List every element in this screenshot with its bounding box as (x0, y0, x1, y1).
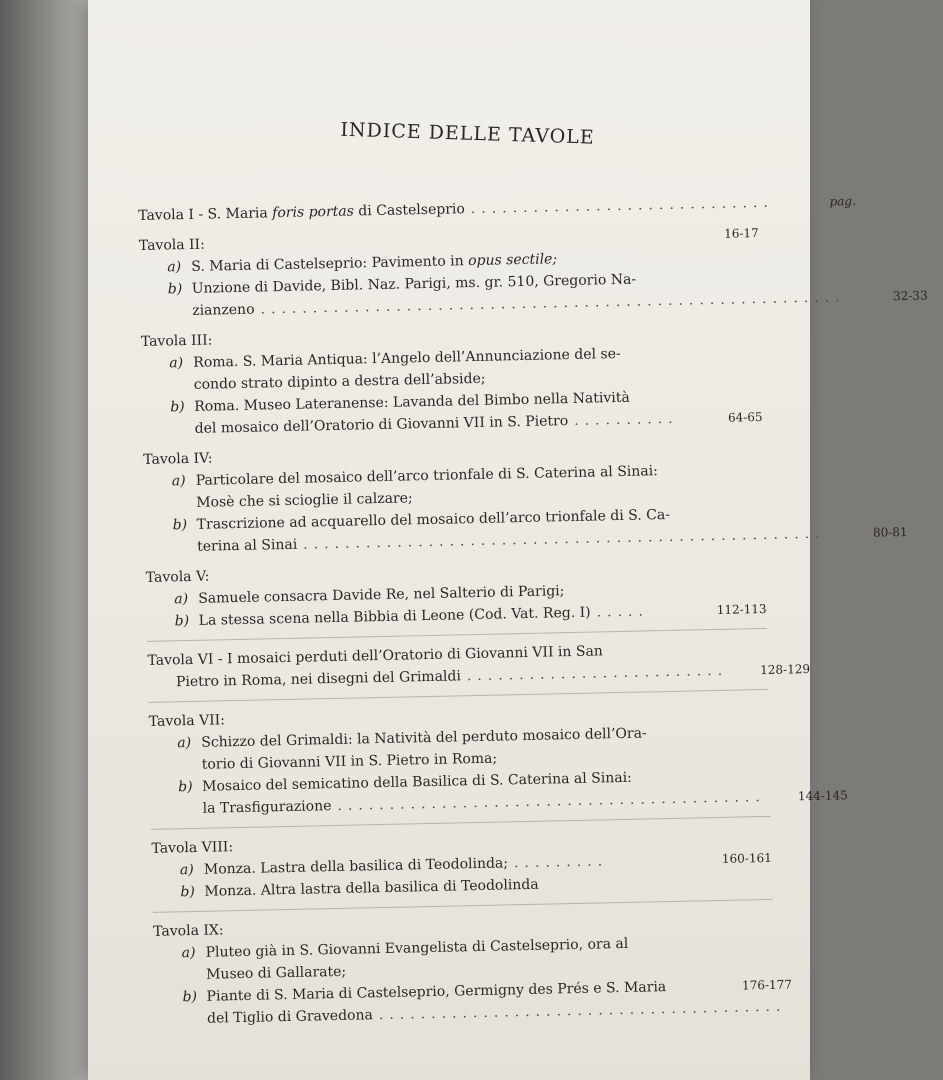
page-range: 144-145 (797, 788, 848, 804)
item-text: La stessa scena nella Bibbia di Leone (Cod. Vat. Reg. I) ..... 112-113 (198, 598, 766, 632)
entry-tavola-ix (153, 908, 793, 1031)
entry-label: Tavola III: (140, 332, 213, 350)
leader-dots: ......................... (466, 662, 729, 685)
entry-tavola-iii (141, 318, 763, 441)
item-text: Particolare del mosaico dell’arco trionfale di S. Caterina al Sinai: Mosè che si scioglie il calzare; (195, 463, 659, 511)
page-title: INDICE DELLE TAVOLE (340, 118, 596, 149)
item-marker: b) (172, 517, 188, 534)
leader-dots: .................................................. (303, 525, 826, 553)
entry-tavola-i (138, 192, 856, 227)
item-text: Pluteo già in S. Giovanni Evangelista di Castelseprio, ora al Museo di Gallarate; (205, 935, 629, 983)
item-marker: b) (167, 281, 183, 298)
entry-tavola-vi: Tavola VI - I mosaici perduti dell’Oratorio di Giovanni VII in San Pietro in Roma, nei disegni del Grimaldi ......................... 128-129 (147, 637, 768, 694)
entry-tavola-vii (148, 698, 848, 821)
item-text: Piante di S. Maria di Castelseprio, Germigny des Prés e S. Maria 176-177 del Tiglio di Gravedona ....................................... (206, 973, 792, 1029)
leader-dots: ......................................... (337, 788, 766, 814)
page-range: 160-161 (721, 850, 772, 866)
entry-label: Tavola I - S. Maria foris portas di Castelseprio (138, 201, 466, 224)
leader-dots: ......... (513, 853, 609, 872)
item-marker: b) (174, 613, 190, 630)
leader-dots: ..... (596, 603, 650, 621)
item-text: Samuele consacra Davide Re, nel Salterio di Parigi; (198, 583, 565, 607)
page-range: 112-113 (716, 601, 767, 617)
page-range: 176-177 (741, 977, 793, 993)
item-text: Roma. Museo Lateranense: Lavanda del Bimbo nella Natività del mosaico dell’Oratorio di Giovanni VII in S. Pietro .......... 64-65 (194, 389, 763, 437)
page-range: 128-129 (760, 662, 811, 678)
item-marker: a) (181, 944, 196, 962)
item-text: Schizzo del Grimaldi: la Natività del perduto mosaico dell’Ora- torio di Giovanni VII in S. Pietro in Roma; (201, 725, 647, 773)
leader-dots: ........................................................ (260, 289, 846, 318)
entry-label: Tavola VIII: (151, 839, 234, 857)
item-marker: b) (182, 988, 198, 1006)
item-text: Roma. S. Maria Antiqua: l’Angelo dell’Annunciazione del se- condo strato dipinto a destra dell’abside; (193, 345, 621, 393)
entry-label: Tavola VI - I mosaici perduti dell’Oratorio di Giovanni VII in San (147, 643, 604, 669)
entry-label: Tavola II: (138, 236, 206, 254)
item-marker: b) (180, 883, 196, 901)
pag-label: pag. (829, 193, 856, 209)
item-text: S. Maria di Castelseprio: Pavimento in opus sectile; (191, 251, 558, 275)
item-text: Unzione di Davide, Bibl. Naz. Parigi, ms. gr. 510, Gregorio Na- zianzeno ........................................................ 32-33 (191, 271, 928, 319)
item-marker: a) (179, 861, 194, 879)
leader-dots: ....................................... (378, 998, 787, 1024)
leader-dots: .......... (574, 410, 679, 429)
item-text: Trascrizione ad acquarello del mosaico dell’arco trionfale di S. Ca- terina al Sinai .................................................. 80-81 (196, 506, 908, 555)
page-range: 80-81 (872, 524, 908, 540)
page-range: 32-33 (892, 288, 928, 304)
item-marker: b) (170, 399, 185, 416)
book-page (88, 0, 928, 1080)
leader-dots: ............................. (470, 194, 775, 218)
entry-tavola-v (146, 554, 767, 633)
item-marker: a) (177, 735, 192, 752)
table-of-plates (138, 192, 928, 1039)
item-marker: a) (167, 259, 182, 276)
entry-tavola-iv (143, 436, 908, 559)
item-text: Mosaico del semicatino della Basilica di S. Caterina al Sinai: la Trasfigurazione ......................................... 144-145 (202, 769, 848, 817)
item-marker: a) (169, 355, 184, 372)
item-text: Monza. Lastra della basilica di Teodolinda; ......... 160-161 (204, 847, 772, 881)
entry-label: Tavola VII: (148, 712, 226, 730)
item-text: Monza. Altra lastra della basilica di Teodolinda (204, 876, 539, 900)
entry-label: Tavola IX: (153, 922, 224, 940)
entry-tavola-viii (151, 825, 772, 904)
entry-label: Tavola IV: (143, 450, 213, 468)
item-marker: a) (174, 591, 189, 608)
page-range: 16-17 (723, 226, 759, 241)
entry-label: Tavola V: (145, 568, 210, 586)
page-range: 64-65 (727, 409, 763, 425)
item-marker: b) (178, 778, 193, 796)
entry-tavola-ii (138, 222, 928, 323)
item-marker: a) (171, 473, 186, 490)
